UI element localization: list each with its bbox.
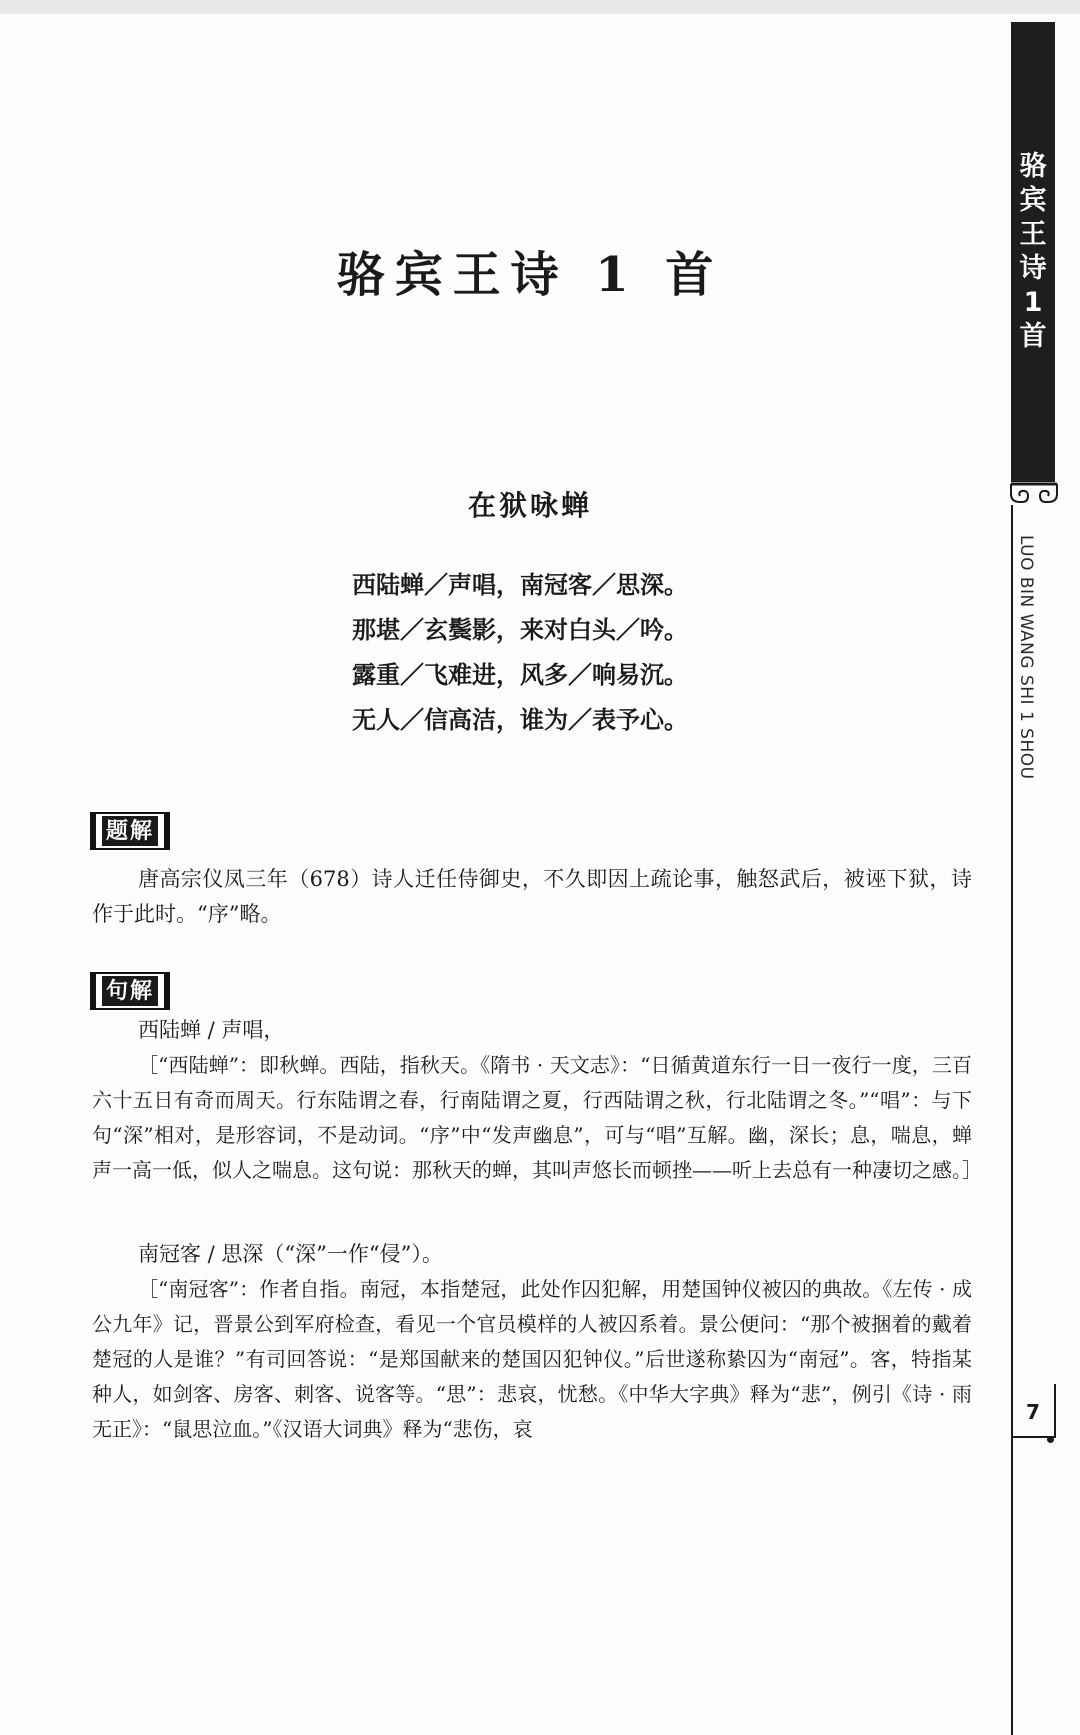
poem-line: 西陆蝉／声唱，南冠客／思深。 [352, 570, 688, 599]
poem-line: 无人／信高洁，谁为／表予心。 [352, 705, 688, 734]
gloss-1: ［“西陆蝉”：即秋蝉。西陆，指秋天。《隋书 · 天文志》：“日循黄道东行一日一夜行一度，三百六十五日有奇而周天。行东陆谓之春，行南陆谓之夏，行西陆谓之秋，行北陆谓之冬。”“唱”：与下句“深”相对，是形容词，不是动词。“序”中“发声幽息”，可与“唱”互解。幽，深长；息，喘息，蝉声一高一低，似人之喘息。这句说：那秋天的蝉，其叫声悠长而顿挫——听上去总有一种凄切之感。］ [92, 1053, 982, 1182]
page-number: 7 [1026, 1400, 1040, 1424]
page-number-dot [1047, 1436, 1054, 1443]
section-label-tijie [90, 812, 170, 850]
tijie-paragraph: 唐高宗仪凤三年（678）诗人迁任侍御史，不久即因上疏论事，触怒武后，被诬下狱，诗作于此时。“序”略。 [92, 867, 972, 926]
running-head-title: 骆宾王诗1首 [1019, 151, 1047, 352]
section-label-text: 句解 [102, 976, 158, 1006]
verse-line-1: 西陆蝉 / 声唱， [138, 1018, 285, 1042]
poem-line: 那堪／玄鬓影，来对白头／吟。 [352, 615, 688, 644]
chapter-title: 骆宾王诗 1 首 [336, 247, 724, 303]
verse-line-2: 南冠客 / 思深（“深”一作“侵”）。 [138, 1242, 443, 1266]
top-scan-edge [0, 0, 1080, 14]
section-label-jujie [90, 972, 170, 1010]
poem-body [352, 562, 912, 742]
poem-line: 露重／飞难进，风多／响易沉。 [352, 660, 688, 689]
running-head-ornament [1008, 482, 1060, 508]
gloss-2: ［“南冠客”：作者自指。南冠，本指楚冠，此处作囚犯解，用楚国钟仪被囚的典故。《左传 · 成公九年》记，晋景公到军府检查，看见一个官员模样的人被囚系着。景公便问：“那个被捆着的戴着楚冠的人是谁？”有司回答说：“是郑国献来的楚国囚犯钟仪。”后世遂称絷囚为“南冠”。客，特指某种人，如剑客、房客、刺客、说客等。“思”：悲哀，忧愁。《中华大字典》释为“悲”，例引《诗 · 雨无正》：“鼠思泣血。”《汉语大词典》释为“悲伤，哀 [92, 1277, 972, 1441]
section-label-text: 题解 [102, 816, 158, 846]
poem-title: 在狱咏蝉 [467, 489, 592, 522]
running-head-romanization: LUO BIN WANG SHI 1 SHOU [1016, 535, 1036, 780]
